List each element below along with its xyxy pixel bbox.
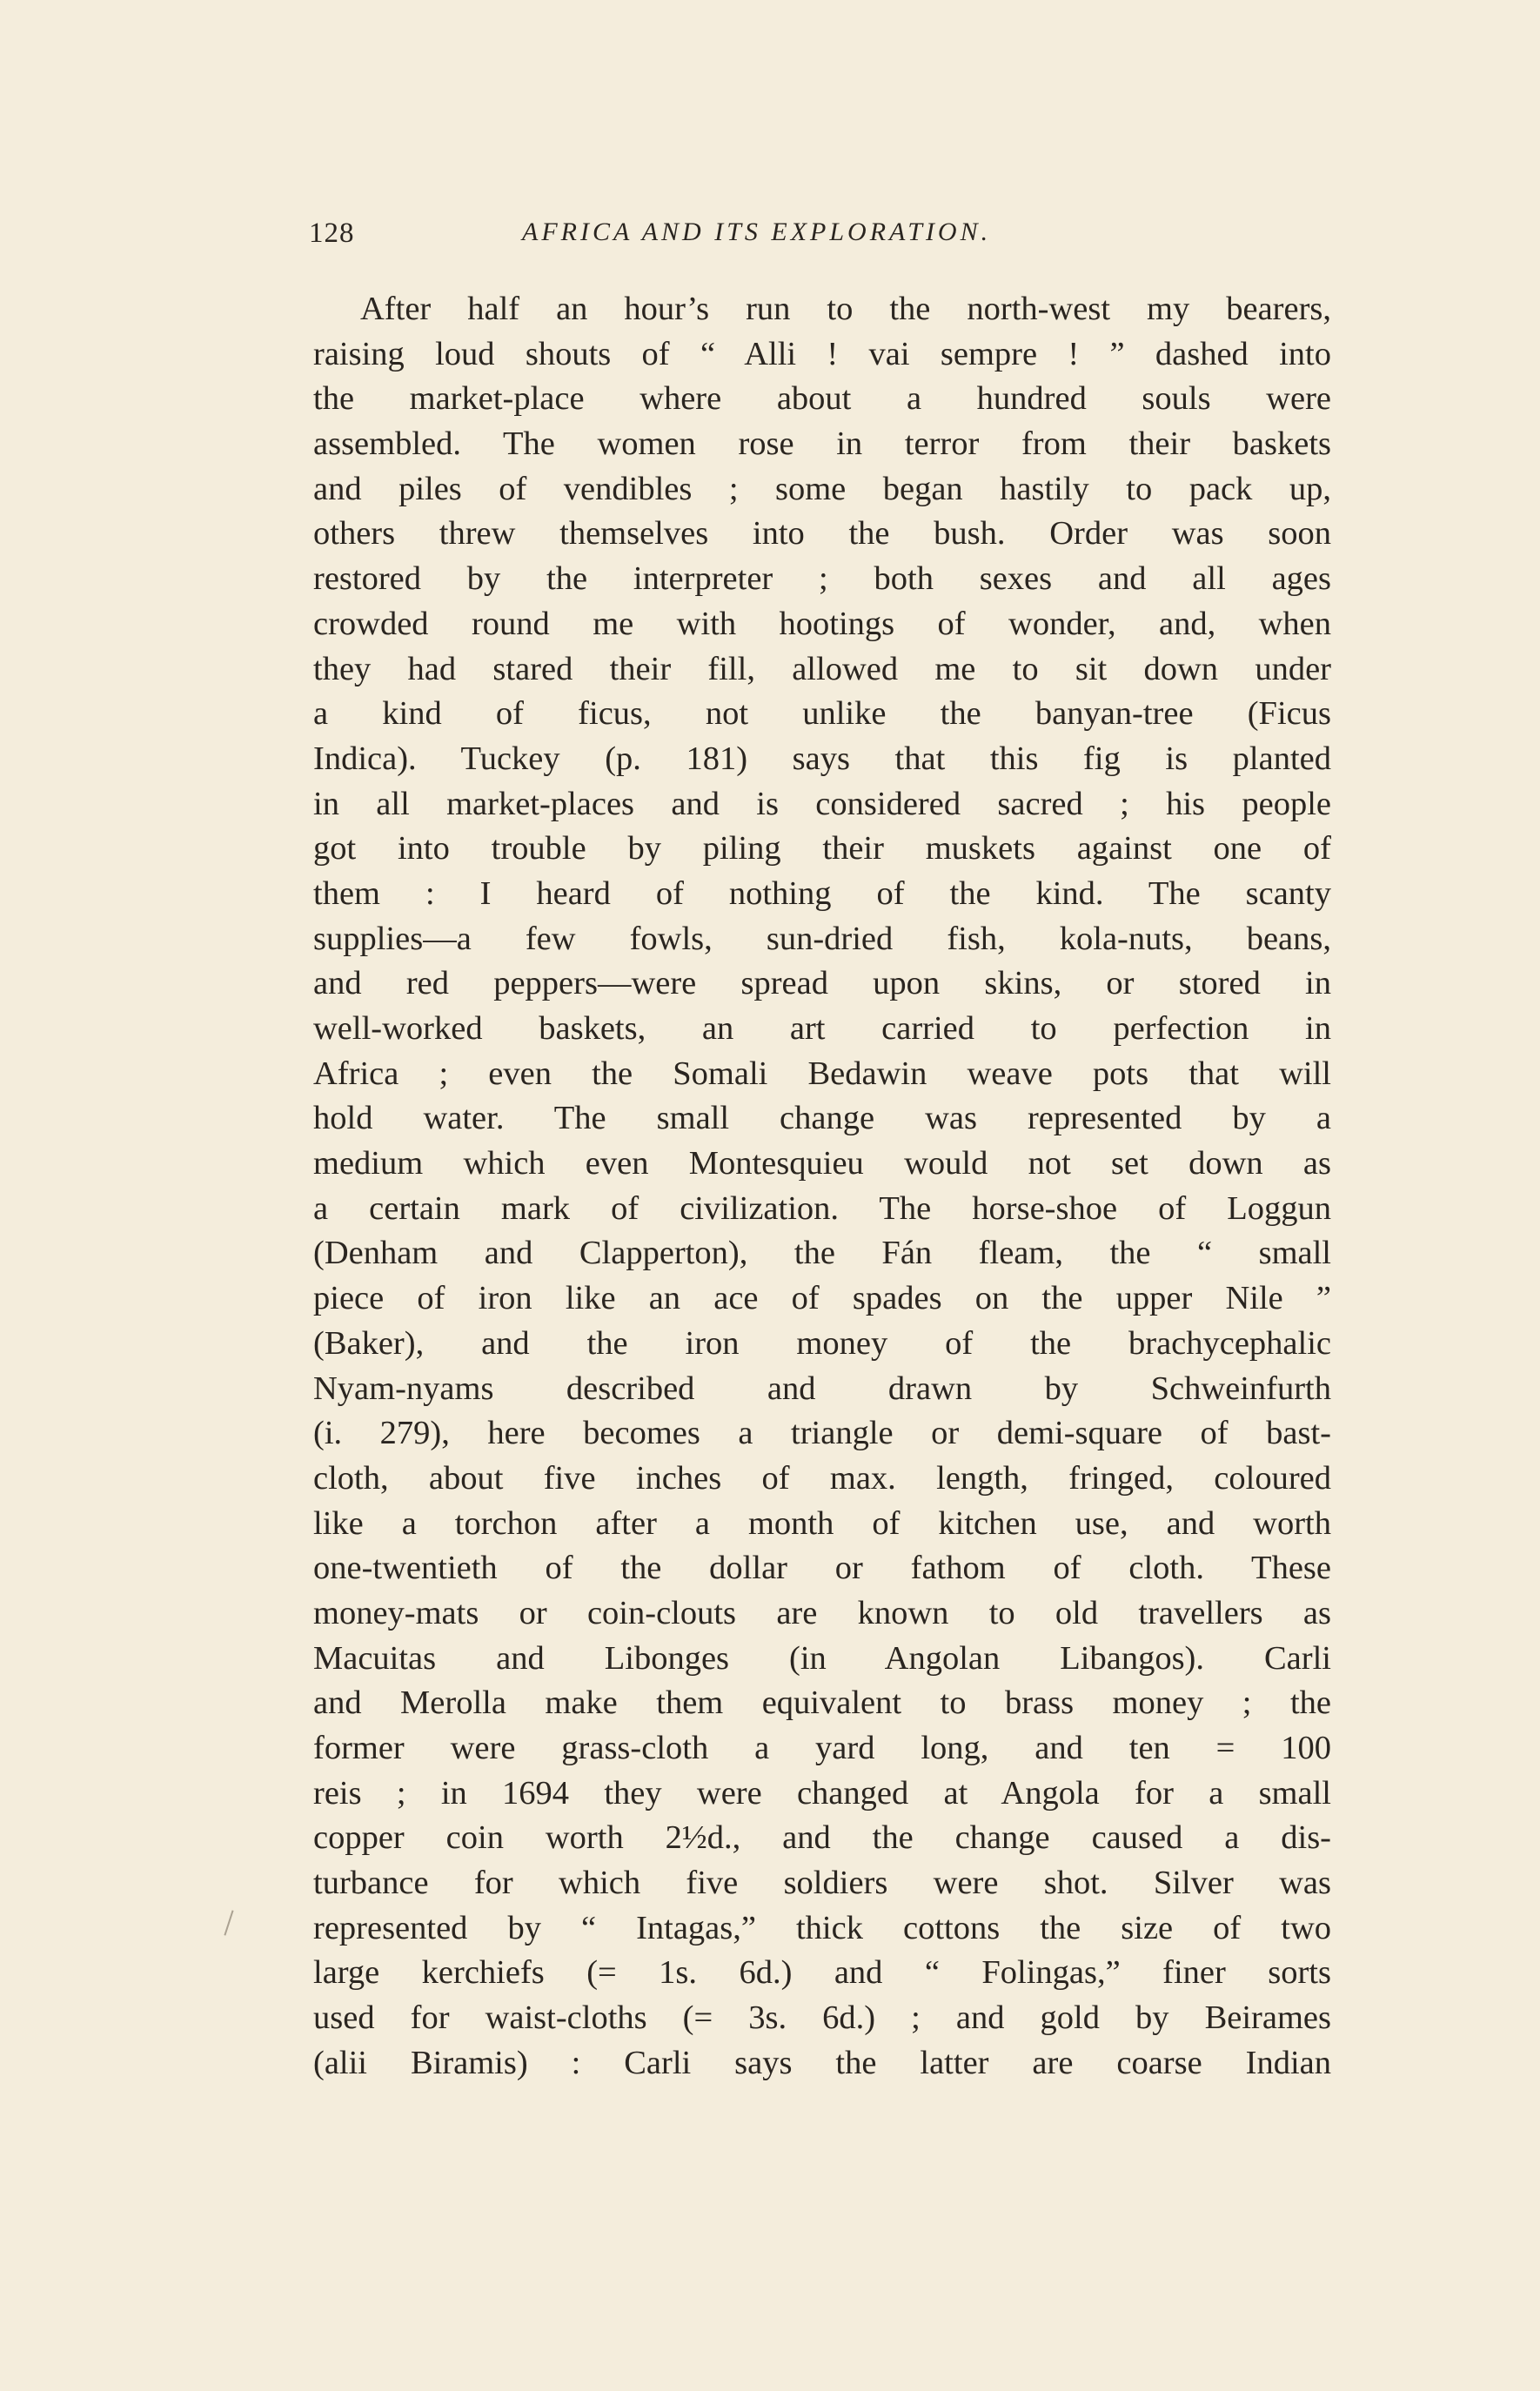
- text-line: piece of iron like an ace of spades on the upper Nile ”: [313, 1280, 1331, 1317]
- text-line: hold water. The small change was represented by a: [313, 1100, 1331, 1137]
- text-line: and Merolla make them equivalent to brass money ; the: [313, 1684, 1331, 1722]
- text-line: them : I heard of nothing of the kind. The scanty: [313, 874, 1331, 912]
- text-line: represented by “ Intagas,” thick cottons the size of two: [313, 1909, 1331, 1946]
- running-head: AFRICA AND ITS EXPLORATION.: [522, 218, 992, 246]
- text-line: raising loud shouts of “ Alli ! vai sempre ! ” dashed into: [313, 335, 1331, 372]
- text-line: (i. 279), here becomes a triangle or demi-square of bast-: [313, 1415, 1331, 1452]
- text-line: a certain mark of civilization. The horse-shoe of Loggun: [313, 1189, 1331, 1227]
- text-line: like a torchon after a month of kitchen use, and worth: [313, 1504, 1331, 1542]
- text-line: cloth, about five inches of max. length, fringed, coloured: [313, 1459, 1331, 1497]
- text-line: others threw themselves into the bush. Order was soon: [313, 515, 1331, 553]
- text-line: (Baker), and the iron money of the brachycephalic: [313, 1324, 1331, 1362]
- text-line: used for waist-cloths (= 3s. 6d.) ; and gold by Beirames: [313, 1999, 1331, 2037]
- text-line: reis ; in 1694 they were changed at Angola for a small: [313, 1774, 1331, 1812]
- page-number: 128: [309, 218, 355, 249]
- text-line: assembled. The women rose in terror from their baskets: [313, 425, 1331, 463]
- text-line: supplies—a few fowls, sun-dried fish, kola-nuts, beans,: [313, 920, 1331, 957]
- text-line: a kind of ficus, not unlike the banyan-tree (Ficus: [313, 695, 1331, 733]
- margin-pencil-mark: [224, 1910, 233, 1935]
- text-line: (Denham and Clapperton), the Fán fleam, the “ small: [313, 1235, 1331, 1272]
- text-line: they had stared their fill, allowed me to sit down under: [313, 650, 1331, 687]
- text-line: Nyam-nyams described and drawn by Schweinfurth: [313, 1370, 1331, 1407]
- text-line: turbance for which five soldiers were shot. Silver was: [313, 1865, 1331, 1902]
- text-line: got into trouble by piling their muskets against one of: [313, 830, 1331, 867]
- text-line: former were grass-cloth a yard long, and ten = 100: [313, 1730, 1331, 1766]
- text-line: one-twentieth of the dollar or fathom of cloth. These: [313, 1550, 1331, 1587]
- text-line: Macuitas and Libonges (in Angolan Libangos). Carli: [313, 1639, 1331, 1677]
- text-line: Indica). Tuckey (p. 181) says that this fig is planted: [313, 740, 1331, 777]
- body-paragraph: [313, 287, 1331, 2086]
- page-header: [309, 218, 1331, 261]
- text-line: After half an hour’s run to the north-west my bearers,: [360, 291, 1331, 327]
- text-line: large kerchiefs (= 1s. 6d.) and “ Folingas,” finer sorts: [313, 1954, 1331, 1992]
- text-line: restored by the interpreter ; both sexes and all ages: [313, 560, 1331, 598]
- text-line: (alii Biramis) : Carli says the latter are coarse Indian: [313, 2044, 1331, 2081]
- text-line: and piles of vendibles ; some began hastily to pack up,: [313, 470, 1331, 507]
- text-line: medium which even Montesquieu would not set down as: [313, 1145, 1331, 1182]
- text-line: crowded round me with hootings of wonder, and, when: [313, 605, 1331, 642]
- text-line: money-mats or coin-clouts are known to old travellers as: [313, 1594, 1331, 1631]
- text-line: copper coin worth 2½d., and the change caused a dis-: [313, 1819, 1331, 1857]
- text-line: the market-place where about a hundred souls were: [313, 380, 1331, 418]
- text-line: in all market-places and is considered sacred ; his people: [313, 785, 1331, 822]
- text-line: Africa ; even the Somali Bedawin weave pots that will: [313, 1055, 1331, 1092]
- text-line: and red peppers—were spread upon skins, or stored in: [313, 965, 1331, 1002]
- text-line: well-worked baskets, an art carried to perfection in: [313, 1010, 1331, 1047]
